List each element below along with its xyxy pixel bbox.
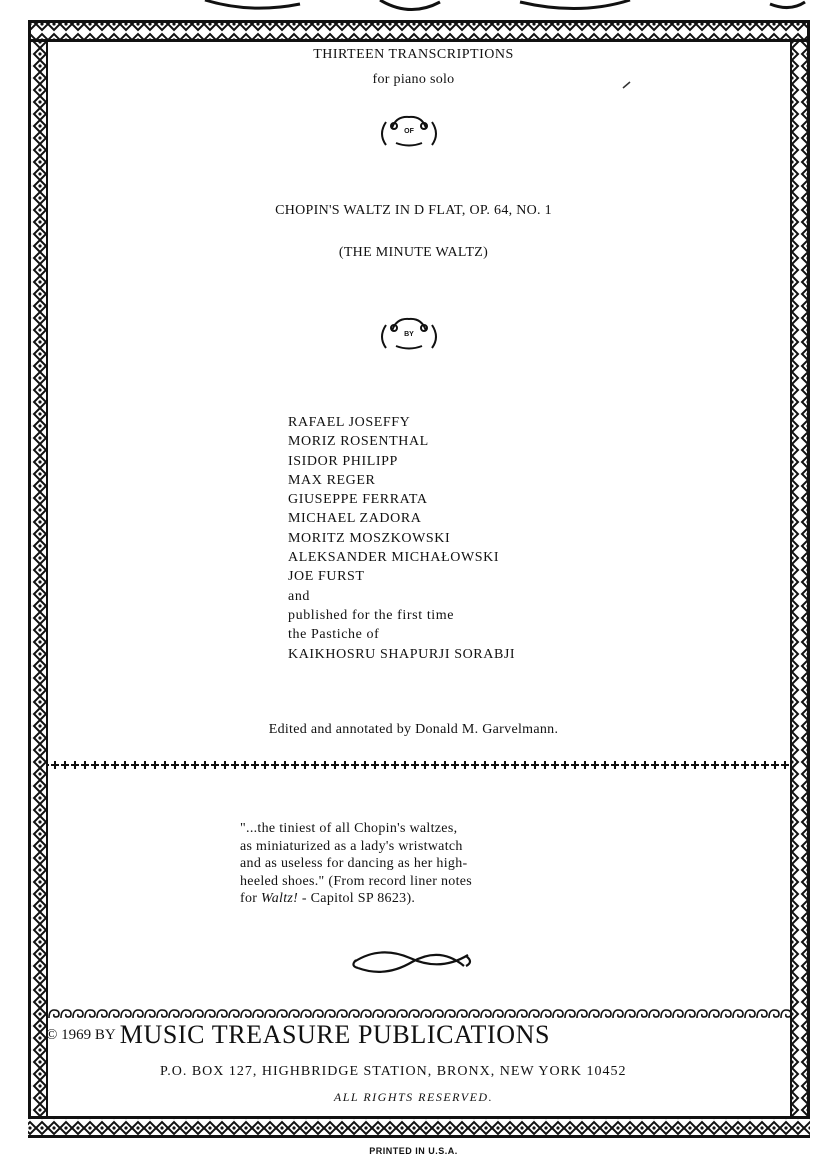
list-item: published for the first time	[288, 607, 455, 623]
list-item: ISIDOR PHILIPP	[288, 453, 398, 469]
editor-line: Edited and annotated by Donald M. Garvelmann.	[268, 722, 559, 737]
quote-line: "...the tiniest of all Chopin's waltzes,	[240, 821, 458, 836]
by-label: BY	[404, 331, 414, 338]
page-title: THIRTEEN TRANSCRIPTIONS	[313, 47, 514, 62]
of-label: OF	[404, 128, 414, 135]
transcriber-list	[288, 413, 515, 664]
quote-block	[240, 820, 472, 908]
top-border	[28, 20, 810, 42]
quote-line: as miniaturized as a lady's wristwatch	[240, 838, 463, 854]
rights-notice: ALL RIGHTS RESERVED.	[333, 1090, 494, 1104]
quote-fragment: - Capitol SP 8623).	[298, 891, 416, 906]
list-item: MAX REGER	[288, 472, 376, 488]
list-item: JOE FURST	[288, 569, 365, 585]
quote-fragment: for	[240, 891, 262, 906]
list-item: RAFAEL JOSEFFY	[288, 415, 411, 430]
right-border	[790, 20, 810, 1138]
quote-line: and as useless for dancing as her high-	[240, 856, 468, 871]
quote-line	[240, 890, 472, 908]
list-item: MORITZ MOSZKOWSKI	[288, 530, 451, 546]
list-item: and	[288, 588, 311, 604]
list-item: MORIZ ROSENTHAL	[288, 434, 429, 450]
list-item: GIUSEPPE FERRATA	[288, 492, 428, 508]
publisher-name: MUSIC TREASURE PUBLICATIONS	[119, 1020, 551, 1049]
plus-divider	[48, 760, 790, 770]
work-title: CHOPIN'S WALTZ IN D FLAT, OP. 64, NO. 1	[275, 203, 552, 218]
list-item: the Pastiche of	[288, 627, 380, 643]
list-item: MICHAEL ZADORA	[288, 511, 422, 527]
publisher-address: P.O. BOX 127, HIGHBRIDGE STATION, BRONX, NEW YORK 10452	[160, 1064, 627, 1079]
subtitle: for piano solo	[372, 72, 455, 87]
left-border	[28, 20, 48, 1138]
quote-fragment: (From record liner notes	[324, 873, 473, 889]
publisher-line	[46, 1020, 550, 1050]
copyright-notice: © 1969 BY	[46, 1027, 116, 1043]
top-flourish-ornament	[205, 0, 805, 10]
album-title: Waltz!	[261, 891, 299, 906]
bottom-border	[28, 1116, 810, 1138]
flourish-ornament	[353, 952, 470, 971]
work-nickname: (THE MINUTE WALTZ)	[338, 245, 489, 260]
list-item: KAIKHOSRU SHAPURJI SORABJI	[288, 646, 516, 662]
printed-notice: PRINTED IN U.S.A.	[369, 1146, 458, 1156]
quote-fragment: heeled shoes."	[240, 873, 325, 889]
list-item: ALEKSANDER MICHAŁOWSKI	[288, 550, 500, 566]
curl-divider	[48, 1006, 790, 1018]
quote-line	[240, 873, 472, 891]
